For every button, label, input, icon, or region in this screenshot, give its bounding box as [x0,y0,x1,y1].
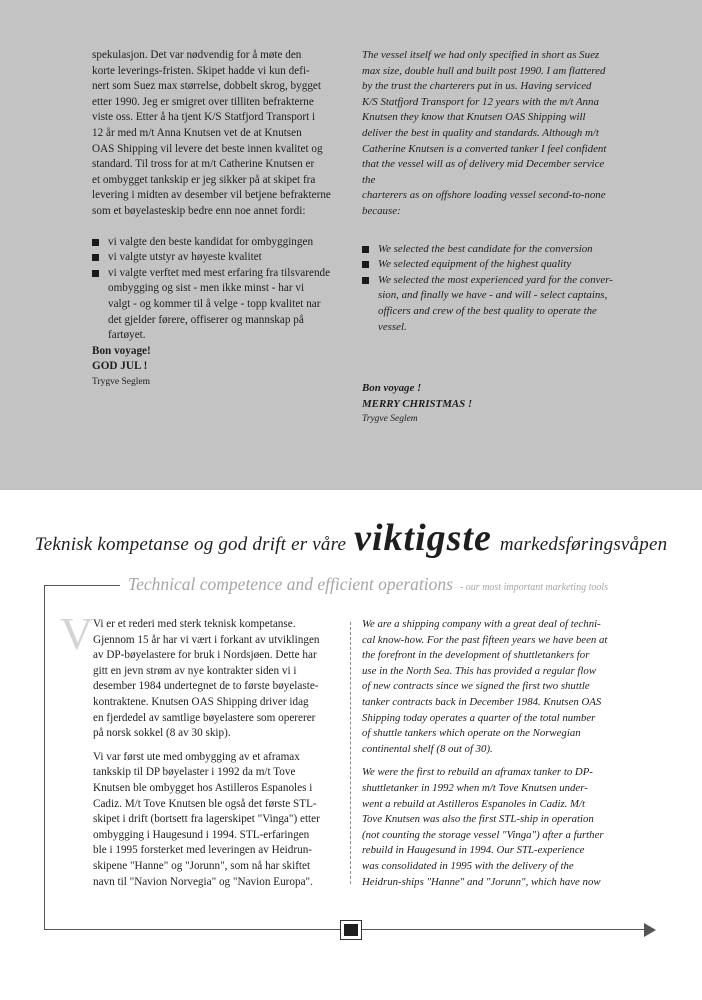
list-item: We selected the best candidate for the conversion [362,242,614,258]
norwegian-bullet-list [92,235,350,344]
norwegian-intro-paragraph: spekulasjon. Det var nødvendig for å møte den korte leverings-fristen. Skipet hadde vi kun defi- nert som Suez max størrelse, dobbelt skrog, bygget etter 1990. Jeg er smigret over tilliten befrakterne viste oss. Etter å ha tjent K/S Statfjord Transport i 12 år med m/t Anna Knutsen vet de at Knutsen OAS Shipping vil levere det beste innen kvalitet og standard. Til tross for at m/t Catherine Knutsen er et ombygget tankskip er jeg sikker på at skipet fra levering i midten av desember vil betjene befrakterne som et bøyelasteskip bedre enn noe annet fordi: [92,49,331,217]
list-item: vi valgte utstyr av høyeste kvalitet [92,250,350,266]
list-item: vi valgte den beste kandidat for ombyggingen [92,235,350,251]
english-paragraph-2: We were the first to rebuild an aframax tanker to DP- shuttletanker in 1992 when m/t Tove Knutsen under- went a rebuild at Astilleros Espanoles in Cadiz. M/t Tove Knutsen was also the first STL-ship in operation (not counting the storage vessel "Vinga") after a further rebuild in Haugesund in 1994. Our STL-experience was consolidated in 1995 with the delivery of the Heidrun-ships "Hanne" and "Jorunn", which have now [362,766,604,888]
norwegian-paragraph-1: Vi er et rederi med sterk teknisk kompetanse. Gjennom 15 år har vi vært i forkant av utviklingen av DP-bøyelastere for bruk i Nordsjøen. Dette har gitt en jevn strøm av nye kontrakter siden vi i desember 1984 undertegnet de to første bøyelaste- kontraktene. Knutsen OAS Shipping driver idag en fjerdedel av samtlige bøyelastere som opererer på norsk sokkel (8 av 30 skip). [93,618,320,740]
english-text-column-bottom [362,617,617,890]
norwegian-text-column-top [92,48,350,390]
subheading-main-text: Technical competence and efficient operations [128,574,453,594]
column-divider [350,622,351,884]
section-subheading [128,574,648,595]
english-paragraph-1: We are a shipping company with a great deal of techni- cal know-how. For the past fifteen years we have been at the forefront in the development of shuttletankers for use in the North Sea. This has provided a regular flow of new contracts since we signed the first two shuttle tanker contracts back in December 1984. Knutsen OAS Shipping today operates a quarter of the total number of shuttle tankers which operate on the Norwegian continental shelf (8 out of 30). [362,618,608,755]
subheading-minor-text: - our most important marketing tools [459,582,609,593]
english-text-column-top [362,48,614,428]
norwegian-paragraph-2: Vi var først ute med ombygging av et aframax tankskip til DP bøyelaster i 1992 da m/t Tove Knutsen ble ombygget hos Astilleros Espanoles i Cadiz. M/t Tove Knutsen ble også det første STL- skipet i drift (bortsett fra lagerskipet "Vinga") etter ombygging i Haugesund i 1994. STL-erfaringen ble i 1995 forsterket med leveringen av Heidrun- skipene "Hanne" og "Jorunn", som nå har skiftet navn til "Navion Norvegia" og "Navion Europa". [93,750,320,888]
english-intro-paragraph: The vessel itself we had only specified in short as Suez max size, double hull and built post 1990. I am flattered by the trust the charterers put in us. Having serviced K/S Statfjord Transport for 12 years with the m/t Anna Knutsen they know that Knutsen OAS Shipping will deliver the best in quality and standards. Although m/t Catherine Knutsen is a converted tanker I feel confident that the vessel will as of delivery mid December service the charterers as on offshore loading vessel second-to-none because: [362,49,607,217]
headline-emphasis-word: viktigste [354,517,492,559]
headline-tail-text: markedsføringsvåpen [499,534,668,555]
frame-rule-left [44,585,45,930]
frame-rule-top [44,585,120,586]
arrow-right-icon [644,923,656,937]
headline-lead-text: Teknisk kompetanse og god drift er våre [34,534,347,555]
english-signoff: Bon voyage ! MERRY CHRISTMAS ! [362,382,473,410]
norwegian-text-column-bottom [93,617,345,890]
page-marker-fill [344,924,358,936]
list-item: We selected the most experienced yard for the conver- sion, and finally we have - and will - select captains, officers and crew of the best quality to operate the vessel. [362,273,614,335]
list-item: We selected equipment of the highest quality [362,257,614,273]
norwegian-signature: Trygve Seglem [92,376,150,387]
drop-cap-letter: V [60,608,94,659]
english-signature: Trygve Seglem [362,414,418,425]
section-headline [0,516,702,560]
english-bullet-list [362,242,614,336]
page-marker [340,920,362,940]
list-item: vi valgte verftet med mest erfaring fra tilsvarende ombygging og sist - men ikke minst - har vi valgt - og kommer til å velge - topp kvalitet nar det gjelder førere, offiserer og mannskap på fartøyet. [92,266,350,344]
norwegian-signoff: Bon voyage! GOD JUL ! [92,344,151,373]
